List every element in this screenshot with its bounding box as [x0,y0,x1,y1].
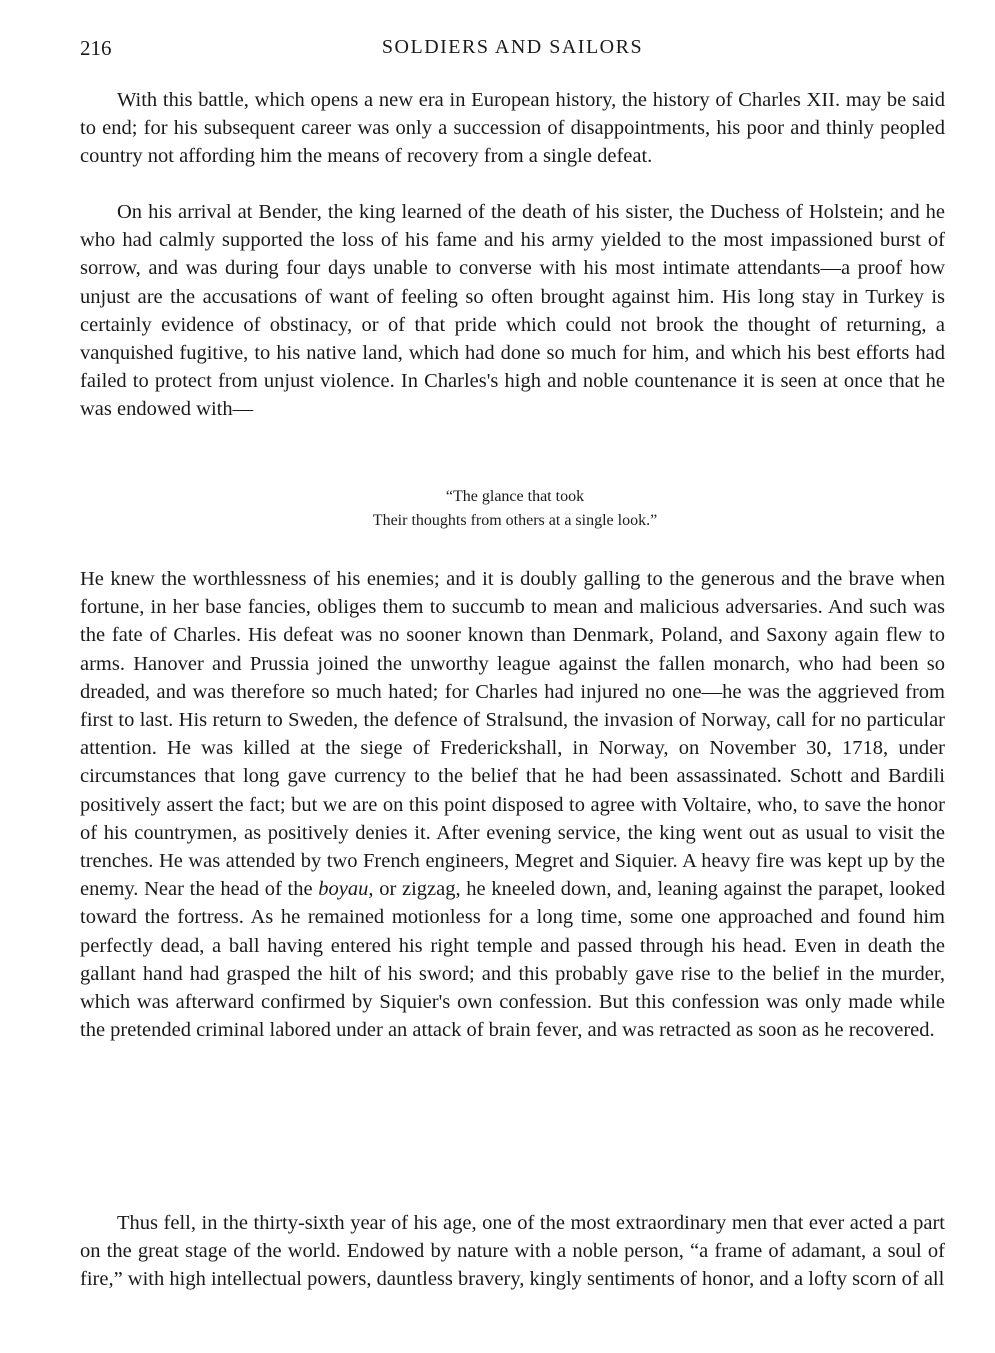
running-title: SOLDIERS AND SAILORS [381,36,644,58]
continuation-text-a: He knew the worthlessness of his enemies; and it is doubly galling to the generous and the brave when fortune, in her base fancies, obliges them to succumb to mean and malicious adversaries. And such was the fate of Charles. His defeat was no sooner known than Denmark, Poland, and Saxony again flew to arms. Hanover and Prussia joined the unworthy league against the fallen monarch, who had been so dreaded, and was therefore so much hated; for Charles had injured no one—he was the aggrieved from first to last. His return to Sweden, the defence of Stralsund, the invasion of Norway, call for no particular attention. He was killed at the siege of Frederickshall, in Norway, on November 30, 1718, under circumstances that long gave currency to the belief that he had been assassinated. Schott and Bardili positively assert the fact; but we are on this point disposed to agree with Voltaire, who, to save the honor of his countrymen, as positively denies it. After evening service, the king went out as usual to visit the trenches. He was attended by two French engineers, Megret and Siquier. A heavy fire was kept up by the enemy. Near the head of the [80,568,945,901]
verse-quotation [300,485,730,533]
italic-term-boyau: boyau, [318,878,374,901]
page-header [80,36,945,66]
quote-line-2: Their thoughts from others at a single look.” [372,512,658,529]
paragraph-death-of-charles [80,565,945,1044]
paragraph-thus-fell: Thus fell, in the thirty-sixth year of his age, one of the most extraordinary men that ever acted a part on the great stage of the world. Endowed by nature with a noble person, “a frame of adamant, a soul of fire,” with high intellectual powers, dauntless bravery, kingly sentiments of honor, and a lofty scorn of all [80,1212,945,1291]
continuation-text-b: or zigzag, he kneeled down, and, leaning against the parapet, looked toward the fortress. As he remained motionless for a long time, some one approached and found him perfectly dead, a ball having entered his right temple and passed through his head. Even in death the gallant hand had grasped the hilt of his sword; and this probably gave rise to the belief in the murder, which was afterward confirmed by Siquier's own confession. But this confession was only made while the pretended criminal labored under an attack of brain fever, and was retracted as soon as he recovered. [80,878,946,1042]
quote-line-1: “The glance that took [445,488,585,505]
paragraph-battle-end: With this battle, which opens a new era in European history, the history of Charles XII. may be said to end; for his subsequent career was only a succession of disappointments, his poor and thinly peopled country not affording him the means of recovery from a single defeat. [80,89,945,168]
page-number: 216 [80,36,112,60]
paragraph-bender: On his arrival at Bender, the king learned of the death of his sister, the Duchess of Holstein; and he who had calmly supported the loss of his fame and his army yielded to the most impassioned burst of sorrow, and was during four days unable to converse with his most intimate attendants—a proof how unjust are the accusations of want of feeling so often brought against him. His long stay in Turkey is certainly evidence of obstinacy, or of that pride which could not brook the thought of returning, a vanquished fugitive, to his native land, which had done so much for him, and which his best efforts had failed to protect from unjust violence. In Charles's high and noble countenance it is seen at once that he was endowed with— [80,201,945,421]
